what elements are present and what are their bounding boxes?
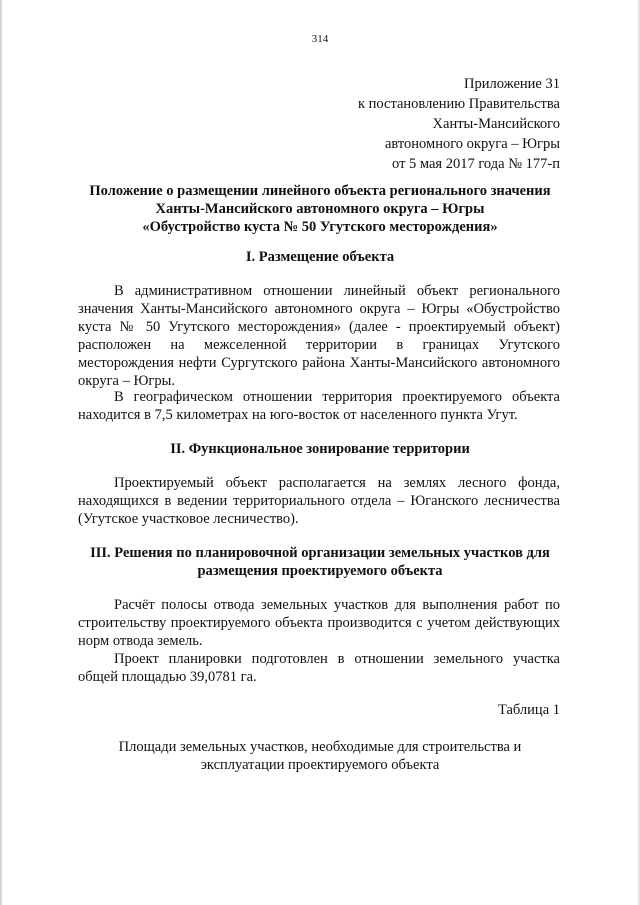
appendix-line: Приложение 31 [464,76,560,92]
section-2-heading: II. Функциональное зонирование территории [170,441,470,457]
appendix-line: к постановлению Правительства [358,96,560,112]
title-line: Положение о размещении линейного объекта регионального значения [89,183,551,199]
table-caption-line: эксплуатации проектируемого объекта [200,757,440,773]
section-3-heading-line: III. Решения по планировочной организации земельных участков для [90,545,550,561]
title-line: Ханты-Мансийского автономного округа – Югры [155,201,485,217]
section-3-heading-line: размещения проектируемого объекта [197,563,443,579]
table-caption-line: Площади земельных участков, необходимые для строительства и [118,739,522,755]
section-2-paragraph-1: Проектируемый объект располагается на землях лесного фонда, находящихся в ведении территориального отдела – Юганского лесничества (Угутское участковое лесничество). [78,475,560,527]
section-1-paragraph-2: В географическом отношении территория проектируемого объекта находится в 7,5 километрах на юго-восток от населенного пункта Угут. [78,389,560,423]
appendix-line: автономного округа – Югры [384,136,560,152]
section-3-paragraph-2: Проект планировки подготовлен в отношении земельного участка общей площадью 39,0781 га. [78,651,560,685]
document-title [60,182,580,236]
table-caption [60,738,580,774]
appendix-block [358,74,560,174]
scan-edge-left [0,0,2,905]
section-1-paragraph-1: В административном отношении линейный объект регионального значения Ханты-Мансийского автономного округа – Югры «Обустройство куста № 50 Угутского месторождения» (далее - проектируемый объект) расположен на межселенной территории в границах Угутского месторождения нефти Сургутского района Ханты-Мансийского автономного округа – Югры. [78,283,560,389]
page-number: 314 [311,33,329,45]
title-line: «Обустройство куста № 50 Угутского месторождения» [142,219,498,235]
section-1-heading: I. Размещение объекта [245,249,395,265]
appendix-line: Ханты-Мансийского [432,116,560,132]
section-3-paragraph-1: Расчёт полосы отвода земельных участков для выполнения работ по строительству проектируемого объекта производится с учетом действующих норм отвода земель. [78,597,560,649]
appendix-line: от 5 мая 2017 года № 177-п [392,156,560,172]
section-3-heading [60,544,580,580]
table-reference: Таблица 1 [497,702,560,718]
